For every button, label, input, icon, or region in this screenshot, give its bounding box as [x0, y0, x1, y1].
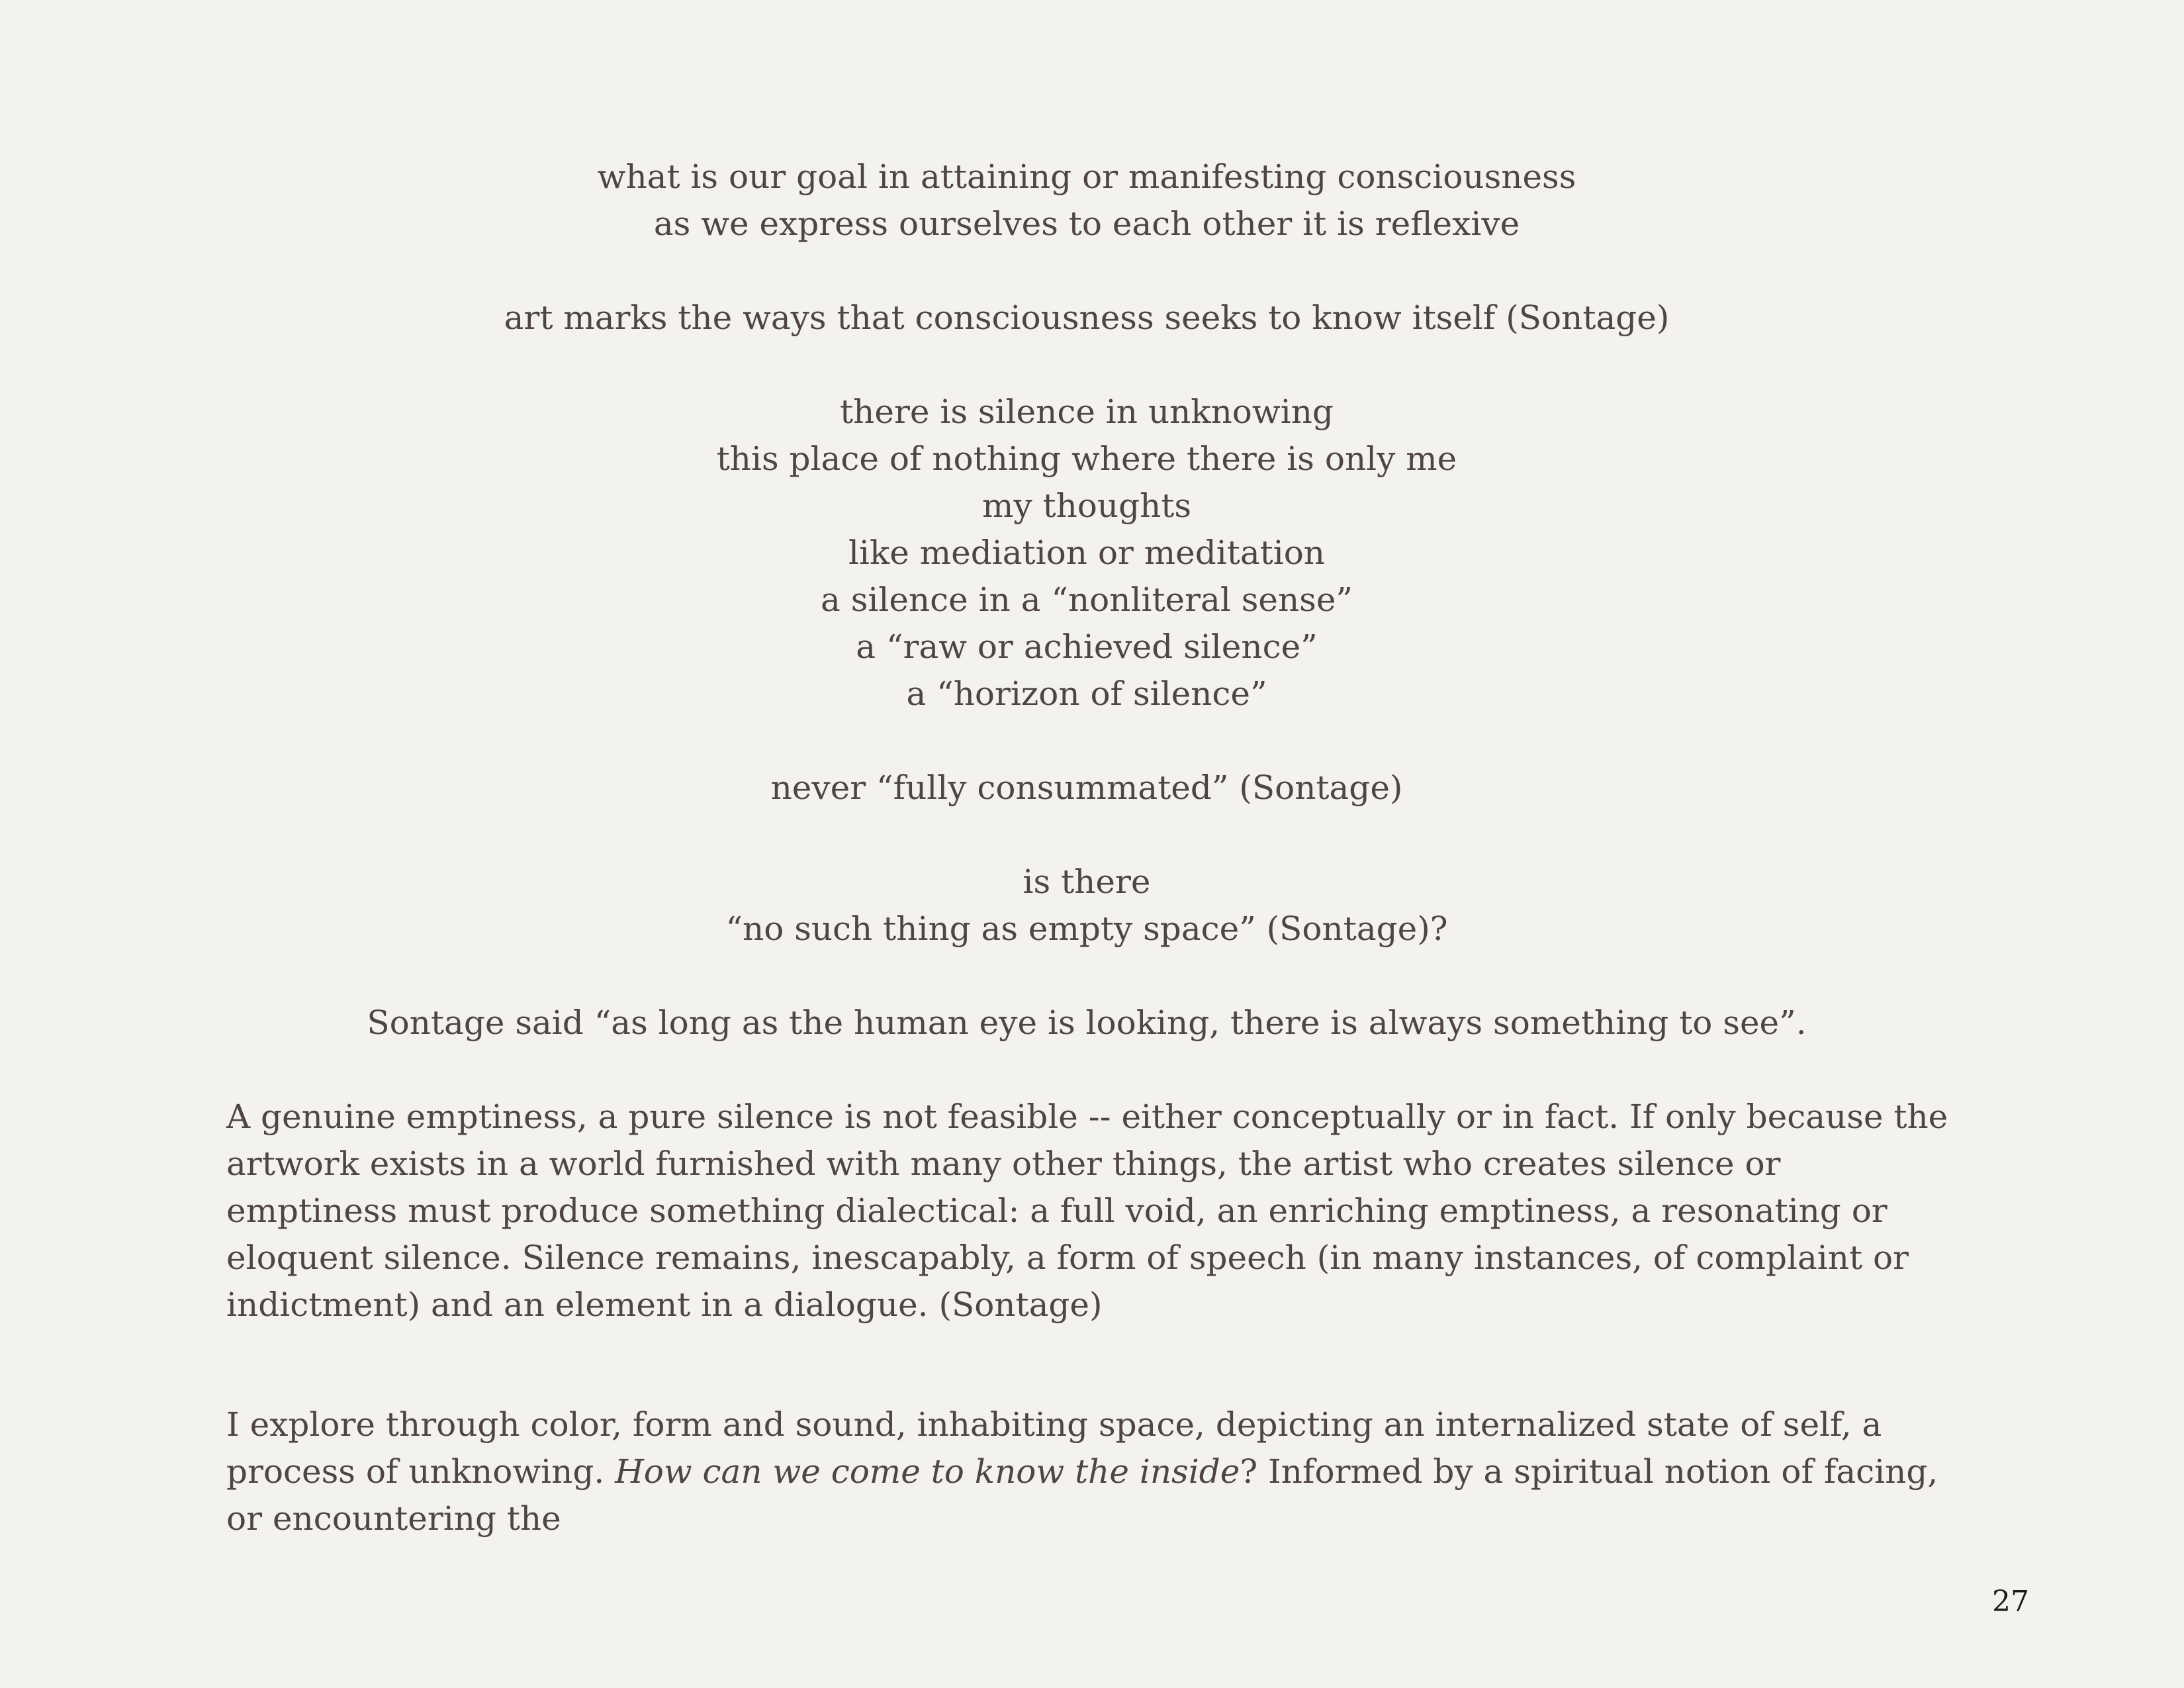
poem-stanza [0, 859, 2173, 953]
poem-line: this place of nothing where there is only me [716, 440, 1457, 478]
statement-paragraph [226, 1401, 1960, 1542]
poem-stanza [0, 765, 2173, 812]
poem-stanza [0, 389, 2173, 718]
poem-line: what is our goal in attaining or manifesting consciousness [597, 158, 1576, 196]
quote-paragraph: A genuine emptiness, a pure silence is not feasible -- either conceptually or in fact. If only because the artwork exists in a world furnished with many other things, the artist who creates silence or emptiness must produce something dialectical: a full void, an enriching emptiness, a resonating or eloquent silence. Silence remains, inescapably, a form of speech (in many instances, of complaint or indictment) and an element in a dialogue. (Sontage) [226, 1098, 1948, 1324]
poem-stanza [0, 295, 2173, 342]
stanza-gap [0, 812, 2173, 859]
poem-line: never “fully consummated” (Sontage) [770, 769, 1403, 807]
poem-stanza [0, 154, 2173, 248]
poem-line: a “horizon of silence” [906, 675, 1267, 713]
stanza-gap [0, 718, 2173, 765]
poem-line: as we express ourselves to each other it is reflexive [653, 205, 1520, 243]
poem-line: “no such thing as empty space” (Sontage)? [725, 910, 1448, 948]
poem-line: my thoughts [981, 487, 1192, 525]
poem [0, 154, 2173, 1047]
poem-line: is there [1023, 863, 1151, 901]
poem-stanza [0, 1000, 2173, 1047]
stanza-gap [0, 953, 2173, 1000]
page-number: 27 [1992, 1585, 2029, 1618]
stanza-gap [0, 248, 2173, 295]
poem-line: a silence in a “nonliteral sense” [820, 581, 1353, 619]
stanza-gap [0, 342, 2173, 389]
poem-line: there is silence in unknowing [840, 393, 1334, 431]
poem-line: like mediation or meditation [848, 534, 1326, 572]
statement-text-end: ? Informed by a spiritual notion of facing, or encountering the [226, 1452, 1938, 1538]
poem-line: Sontage said “as long as the human eye is looking, there is always something to see”. [367, 1004, 1807, 1042]
poem-line: art marks the ways that consciousness seeks to know itself (Sontage) [504, 299, 1670, 337]
statement-italic-question: How can we come to know the inside [615, 1452, 1240, 1491]
statement-text-start: I explore through color, form and sound, inhabiting space, depicting an internalized state of self, a process of unknowing. [226, 1405, 1882, 1491]
poem-line: a “raw or achieved silence” [856, 628, 1318, 666]
